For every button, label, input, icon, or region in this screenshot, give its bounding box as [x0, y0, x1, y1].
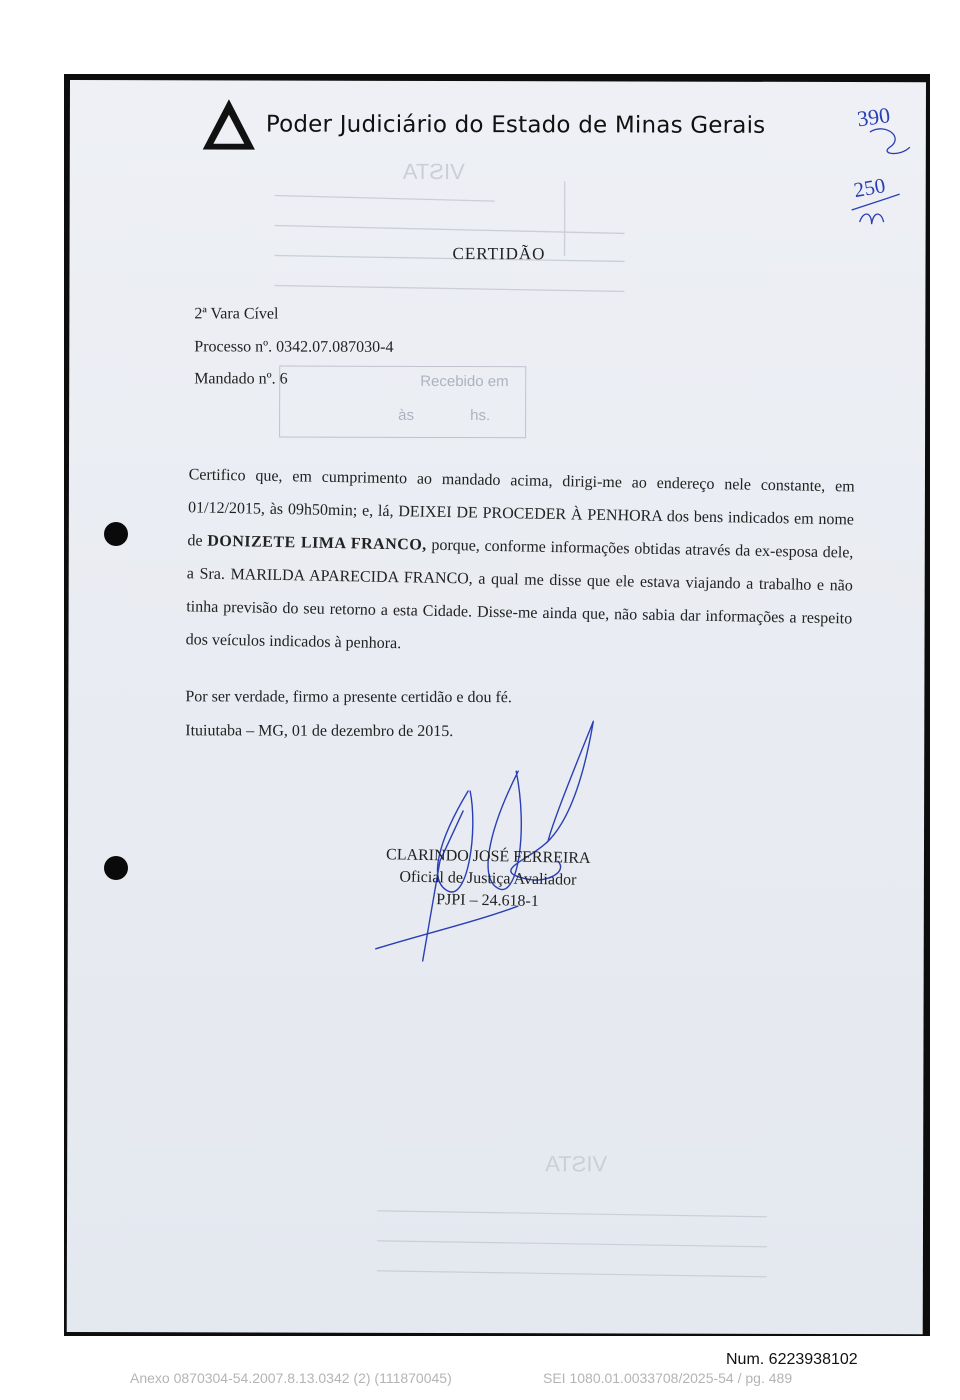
document-number: Num. 6223938102	[726, 1351, 858, 1368]
hours-label: hs.	[470, 407, 491, 425]
judiciary-triangle-logo	[200, 95, 258, 153]
at-label: às	[398, 406, 414, 424]
court-division: 2ª Vara Cível	[194, 305, 279, 323]
punch-hole-bottom	[104, 856, 128, 880]
punch-hole-top	[104, 522, 128, 546]
handwritten-page-annotation	[850, 92, 940, 232]
handwritten-page-number: 390	[855, 102, 892, 132]
document-title: CERTIDÃO	[452, 244, 546, 264]
organization-name: Poder Judiciário do Estado de Minas Gerais	[265, 111, 766, 139]
handwritten-signature	[368, 711, 609, 972]
received-stamp	[279, 366, 526, 439]
document-header	[200, 95, 766, 154]
defendant-name: DONIZETE LIMA FRANCO,	[207, 532, 427, 554]
process-number: Processo nº. 0342.07.087030-4	[194, 338, 394, 356]
faint-vista-stamp	[264, 151, 634, 327]
signatory-role: Oficial de Justiça Avaliador	[399, 868, 577, 889]
closing-statement: Por ser verdade, firmo a presente certidão e dou fé.	[185, 688, 512, 707]
svg-text:VISTA: VISTA	[545, 1151, 608, 1177]
sei-reference: SEI 1080.01.0033708/2025-54 / pg. 489	[543, 1370, 793, 1386]
faint-bottom-stamp	[357, 1126, 777, 1297]
certificate-page	[67, 80, 926, 1334]
handwritten-note-number: 250	[851, 173, 888, 203]
svg-text:VISTA: VISTA	[402, 158, 465, 185]
body-text-part1: Certifico que, em cumprimento ao mandado acima, dirigi-me ao endereço nele constante, em 01/12/2015, às 09h50min; e, lá, DEIXEI DE PROCEDER À PENHORA dos bens indicados em nome de	[187, 466, 855, 550]
signatory-name: CLARINDO JOSÉ FERREIRA	[385, 846, 591, 867]
signatory-id: PJPI – 24.618-1	[436, 891, 540, 911]
signatory-block	[367, 844, 608, 914]
warrant-number: Mandado nº. 6	[194, 370, 288, 388]
certificate-body	[185, 458, 855, 668]
place-and-date: Ituiutaba – MG, 01 de dezembro de 2015.	[185, 722, 454, 741]
body-text-part2: porque, conforme informações obtidas através da ex-esposa dele, a Sra. MARILDA APARECIDA FRANCO, a qual me disse que ele estava viajando a trabalho e não tinha previsão do seu retorno a esta Cidade. Disse-me ainda que, não sabia dar informações a respeito dos veículos indicados à penhora.	[185, 536, 854, 653]
received-label: Recebido em	[420, 372, 509, 391]
annex-reference: Anexo 0870304-54.2007.8.13.0342 (2) (111870045)	[130, 1370, 452, 1386]
